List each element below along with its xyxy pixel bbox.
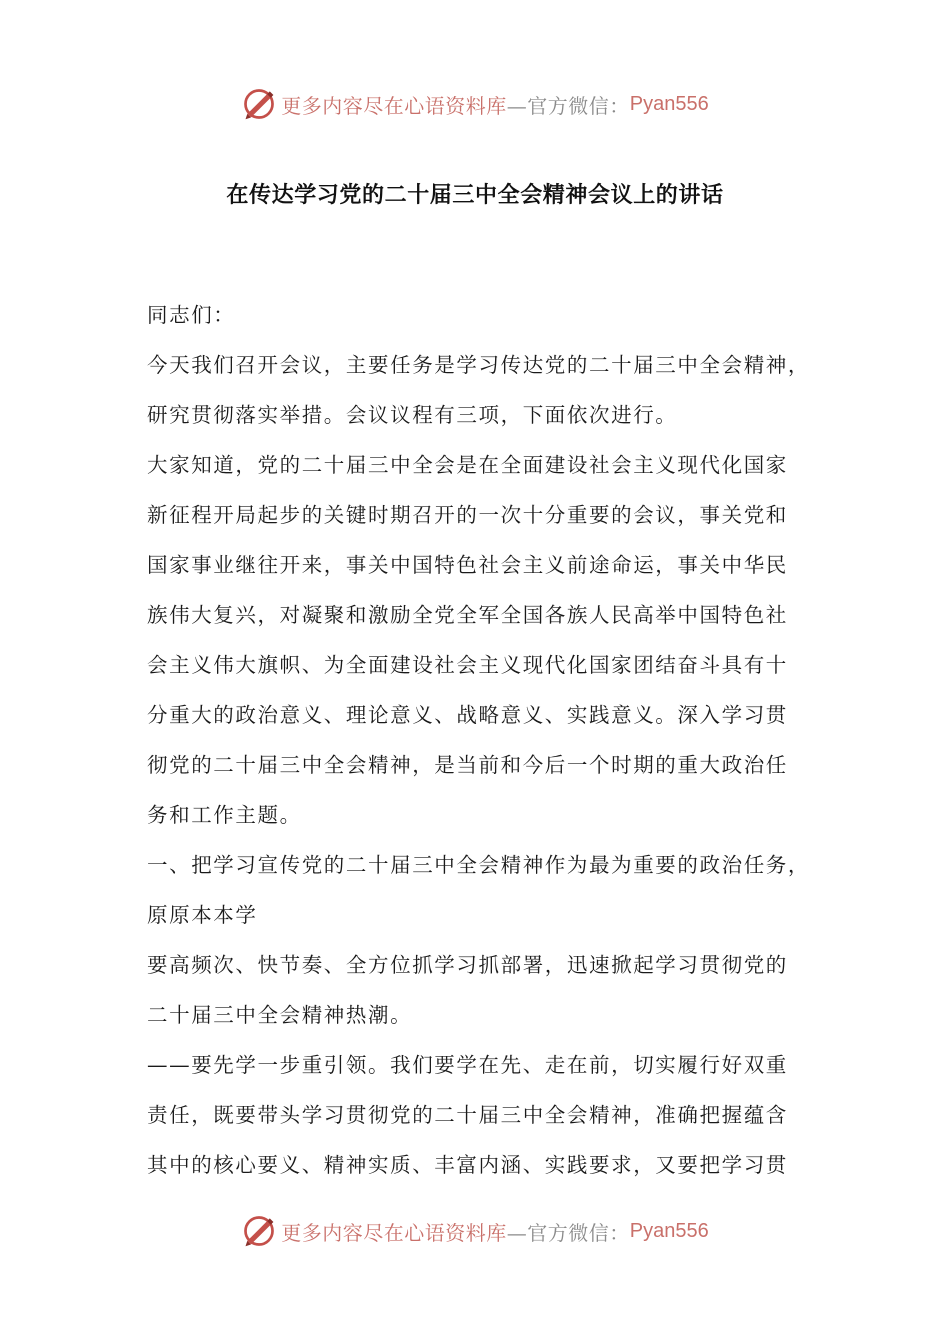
text-line: 二十届三中全会精神热潮。 (147, 1003, 413, 1027)
text-line: 同志们： (147, 303, 236, 327)
text-line: 研究贯彻落实举措。会议议程有三项，下面依次进行。 (147, 403, 678, 427)
text-line: 彻党的二十届三中全会精神，是当前和今后一个时期的重大政治任 (147, 753, 788, 777)
watermark-red-text: 更多内容尽在心语资料库 (281, 1220, 507, 1245)
document-body (147, 290, 809, 1190)
header-watermark (0, 82, 950, 126)
text-line: 原原本本学 (147, 903, 258, 927)
footer-watermark (0, 1209, 950, 1253)
watermark-wechat-id: Pyan556 (629, 92, 709, 115)
text-line: 新征程开局起步的关键时期召开的一次十分重要的会议，事关党和 (147, 503, 788, 527)
watermark-wechat-id: Pyan556 (629, 1219, 709, 1242)
text-line: 大家知道，党的二十届三中全会是在全面建设社会主义现代化国家 (147, 453, 788, 477)
text-line: 今天我们召开会议，主要任务是学习传达党的二十届三中全会精神， (147, 353, 810, 377)
text-line: 责任，既要带头学习贯彻党的二十届三中全会精神，准确把握蕴含 (147, 1103, 788, 1127)
text-line: 会主义伟大旗帜、为全面建设社会主义现代化国家团结奋斗具有十 (147, 653, 788, 677)
text-line: 要高频次、快节奏、全方位抓学习抓部署，迅速掀起学习贯彻党的 (147, 953, 788, 977)
watermark-gray-text: —官方微信： (506, 1220, 630, 1245)
text-line: 分重大的政治意义、理论意义、战略意义、实践意义。深入学习贯 (147, 703, 788, 727)
text-line: ——要先学一步重引领。我们要学在先、走在前，切实履行好双重 (147, 1053, 788, 1077)
document-title: 在传达学习党的二十届三中全会精神会议上的讲话 (226, 183, 724, 208)
text-line: 族伟大复兴，对凝聚和激励全党全军全国各族人民高举中国特色社 (147, 603, 788, 627)
text-line: 其中的核心要义、精神实质、丰富内涵、实践要求，又要把学习贯 (147, 1153, 788, 1177)
text-line: 一、把学习宣传党的二十届三中全会精神作为最为重要的政治任务， (147, 853, 810, 877)
pen-logo-icon (241, 86, 277, 122)
text-line: 国家事业继往开来，事关中国特色社会主义前途命运，事关中华民 (147, 553, 788, 577)
watermark-red-text: 更多内容尽在心语资料库 (281, 93, 507, 118)
pen-logo-icon (241, 1213, 277, 1249)
text-line: 务和工作主题。 (147, 803, 302, 827)
watermark-gray-text: —官方微信： (506, 93, 630, 118)
